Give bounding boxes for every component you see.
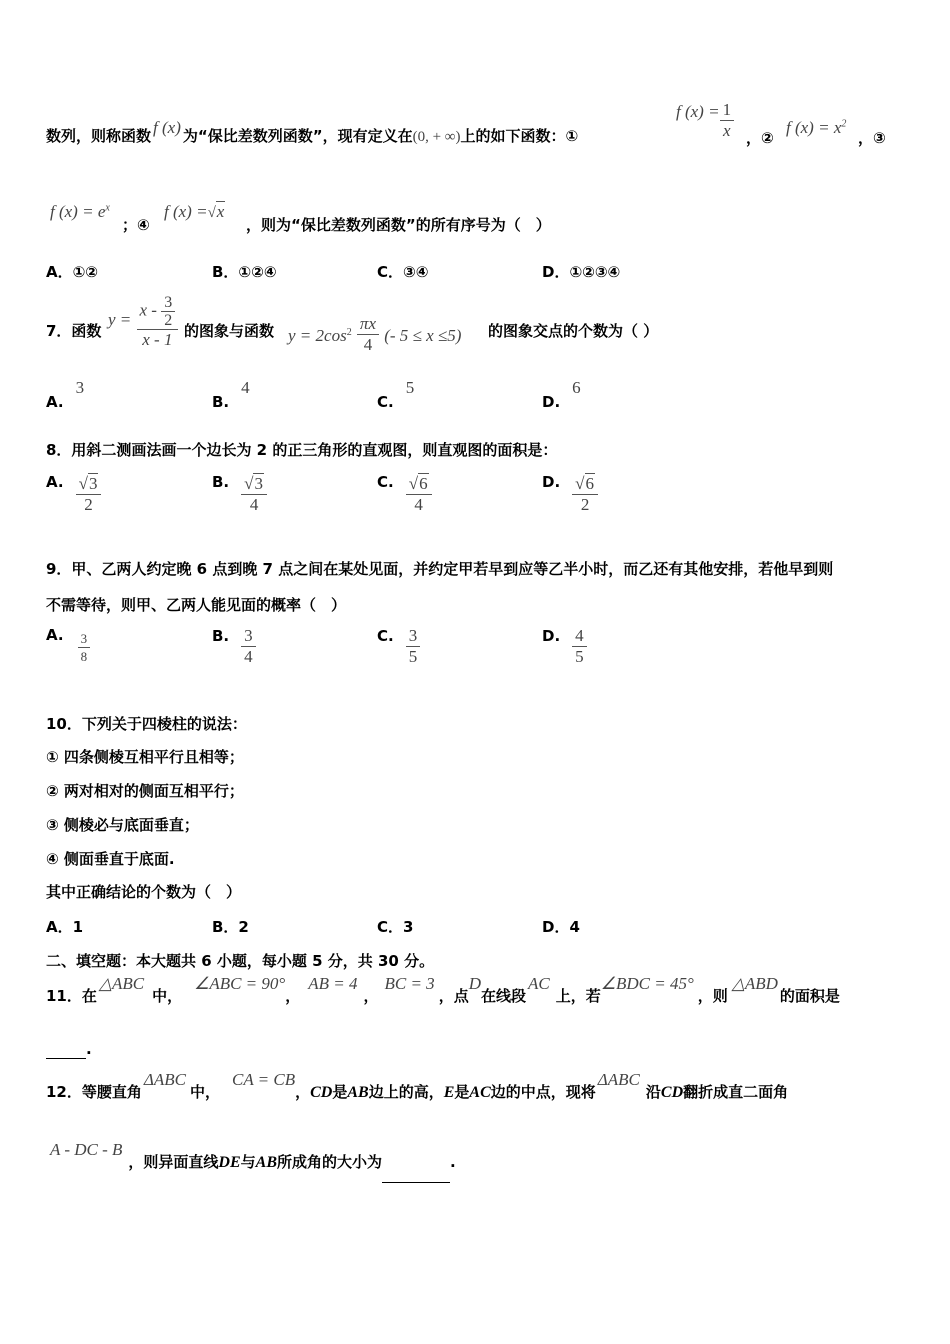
q8-option-a-label: A. [46,473,64,491]
q12-t2b: 是 [332,1083,348,1101]
q12-de: DE [218,1154,241,1171]
q10-item-3: ③ 侧棱必与底面垂直； [46,816,199,834]
q7-num-frac-top: 3 [164,294,173,311]
q6-fx: f (x) [153,118,181,137]
q11-ac: AC [528,974,550,993]
q12-t2d: 是 [454,1083,470,1101]
q11-tri2: △ABD [731,974,778,993]
q7-y-lhs: y = [108,309,132,329]
q6-option-b: B．①②④ [212,263,277,281]
q9-option-c-den: 5 [406,646,421,667]
q7-option-b-value: 4 [241,378,250,397]
q10-option-c: C．3 [377,918,414,936]
q6-sep3: ，③ [858,129,886,147]
q6-sep2: ，② [746,129,774,147]
q6-f1-frac [720,100,735,141]
q8-option-c-rad: 6 [419,474,428,493]
q8-option-a-rad: 3 [88,474,98,493]
q7-num-a: x - [139,300,157,320]
q10-option-a: A．1 [46,918,84,936]
q9-option-d-num: 4 [575,626,584,645]
q6-f1-num: 1 [722,100,732,119]
q7-num-frac [161,294,175,329]
q8-option-b-label: B. [212,473,230,491]
q11-t3: ， [363,987,379,1005]
q12-t4a: ，则异面直线 [128,1153,219,1171]
q11-answer-line [46,1040,92,1059]
q12-cd: CD [310,1084,333,1101]
q7-func1 [108,294,178,350]
q8-option-b-den: 4 [241,494,267,515]
q12-cd2: CD [660,1084,684,1101]
q6-f1 [676,100,734,141]
q9-option-a-den: 8 [78,647,91,665]
q12-dihedral: A - DC - B [50,1140,123,1159]
q10-title: 10．下列关于四棱柱的说法： [46,715,247,733]
q12-e: E [443,1084,455,1101]
q8-option-c-num: √6 [408,474,428,493]
q11-t7: ，则 [697,987,728,1005]
q7-option-a-value: 3 [75,378,85,397]
q7-frac2-top: πx [359,314,376,333]
q9-option-d-frac [572,626,587,667]
q11-t1: 中， [152,987,183,1005]
q6-f4-sqrt: √x [207,202,225,221]
q12-blank[interactable] [382,1142,450,1183]
q11-ab: AB = 4 [308,974,358,993]
q9-option-d [542,626,587,667]
q9-option-d-label: D. [542,627,561,645]
q12-line2 [50,1142,456,1183]
q7-numerator [137,294,179,329]
q6-option-c: C．③④ [377,263,429,281]
q10-item-4: ④ 侧面垂直于底面. [46,850,175,868]
q8-option-d [542,474,598,515]
q11-angle: ∠ABC = 90° [194,974,286,993]
q10-option-b: B．2 [212,918,249,936]
q9-option-c-frac [406,626,421,667]
q9-option-c-label: C. [377,627,394,645]
q6-f3-exp: x [105,202,110,214]
q9-option-b-den: 4 [241,646,256,667]
q8-option-c-frac [406,474,432,515]
q12-t2c: 边上的高， [368,1083,444,1101]
q10-item-2: ② 两对相对的侧面互相平行； [46,782,244,800]
q8-option-d-den: 2 [572,494,598,515]
q11-t6: 上，若 [555,987,601,1005]
q7-func2-frac [357,314,379,355]
q7-denominator: x - 1 [137,329,179,350]
q6-domain: (0, + ∞) [412,129,461,145]
q12-t3b: 翻折成直二面角 [683,1083,789,1101]
q6-f2-exp: 2 [841,118,847,130]
q7-option-a-label: A. [46,393,64,411]
q9-option-b-num: 3 [244,626,253,645]
q12-t4c: 所成角的大小为 [277,1153,383,1171]
q9-option-c-num: 3 [408,626,418,645]
q12-tri: ΔABC [143,1070,186,1089]
q9-option-b [212,626,256,667]
q7-option-d [542,378,581,411]
q6-f1-lhs: f (x) = [676,102,720,121]
q11-t5: 在线段 [480,987,526,1005]
q8-option-b [212,474,267,515]
q8-option-d-frac [572,474,598,515]
q9-line1: 9．甲、乙两人约定晚 6 点到晚 7 点之间在某处见面，并约定甲若早到应等乙半小时，而乙还有其他安排，若他早到则 [46,560,834,578]
q7-option-b-label: B. [212,393,230,411]
q6-text-a: 数列，则称函数 [46,127,152,145]
q10-item-1: ① 四条侧棱互相平行且相等； [46,748,244,766]
q10-ask: 其中正确结论的个数为（ ） [46,883,242,901]
q9-option-a-num: 3 [80,631,88,646]
q12-t4b: 与 [240,1153,256,1171]
q12-t1: 中， [189,1083,220,1101]
q7-func2 [288,316,461,357]
q12-end: . [450,1153,456,1171]
q7-suffix: 的图象交点的个数为（ ） [488,322,659,340]
q12-prefix: 12．等腰直角 [46,1083,142,1101]
q12-t2a: ， [295,1083,311,1101]
q12-ac: AC [469,1084,491,1101]
q8-option-a [46,474,101,515]
q8-option-d-num: √6 [575,474,594,493]
q11-d: D [468,974,481,993]
q6-option-a: A．①② [46,263,99,281]
q11-t8: 的面积是 [779,987,840,1005]
q7-mid: 的图象与函数 [184,322,275,340]
q6-sep4: ；④ [122,216,150,234]
q12-ab: AB [347,1084,369,1101]
section2-heading: 二、填空题：本大题共 6 小题，每小题 5 分，共 30 分。 [46,952,435,970]
q6-f4 [164,202,225,222]
q6-text-c: 上的如下函数：① [460,127,579,145]
q8-option-c [377,474,432,515]
q12-line1 [46,1066,788,1119]
q7-option-b [212,378,250,411]
q11-blank[interactable] [46,1040,86,1059]
q12-ab2: AB [255,1154,278,1171]
q10-option-d: D．4 [542,918,580,936]
q6-f3-expr: f (x) = e [50,202,106,221]
q7-option-c-label: C. [377,393,394,411]
q11-t4: ，点 [438,987,469,1005]
q9-line2: 不需等待，则甲、乙两人能见面的概率（ ） [46,596,347,614]
q7-option-d-label: D. [542,393,561,411]
q8-option-c-label: C. [377,473,394,491]
q8-option-b-frac [241,474,267,515]
q7-option-c-value: 5 [405,378,415,397]
q8-option-c-den: 4 [406,494,432,515]
q6-line2-text: ，则为“保比差数列函数”的所有序号为（ ） [246,216,551,234]
q12-t2e: 边的中点，现将 [490,1083,596,1101]
q9-option-c [377,626,420,667]
q8-option-b-num: √3 [244,474,263,493]
q9-option-a-label: A. [46,626,64,644]
q9-option-a-frac [78,630,91,665]
q9-option-b-label: B. [212,627,230,645]
q7-option-d-value: 6 [572,378,581,397]
q6-f4-rad: x [216,202,225,221]
q7-range: (- 5 ≤ x ≤5) [384,326,462,345]
q8-option-d-rad: 6 [585,474,594,493]
q7-func1-frac [137,294,179,350]
q12-t3a: 沿 [645,1083,661,1101]
q6-f4-lhs: f (x) = [164,202,208,221]
q7-option-a [46,378,85,411]
q6-text-b: 为“保比差数列函数”，现有定义在 [182,127,413,145]
q12-eq: CA = CB [231,1070,296,1089]
q11-line1 [46,972,840,1020]
q9-option-d-den: 5 [572,646,587,667]
q7-y2: y = 2cos [288,326,347,345]
q12-tri2: ΔABC [597,1070,640,1089]
q8-option-d-label: D. [542,473,561,491]
q7-frac2-bot: 4 [357,334,379,355]
q7-num-frac-bot: 2 [161,311,175,329]
q11-tri: △ABC [98,974,145,993]
q8-option-a-frac [76,474,102,515]
q7-prefix: 7．函数 [46,322,102,340]
q11-end: . [86,1040,92,1058]
q9-option-b-frac [241,626,256,667]
q11-t2: ， [285,987,301,1005]
q6-f2 [786,118,846,138]
q8-option-b-rad: 3 [254,474,263,493]
q11-bc: BC = 3 [384,974,435,993]
q8-option-a-num: √3 [78,474,98,493]
q6-f2-expr: f (x) = x [786,118,842,137]
q11-prefix: 11．在 [46,987,97,1005]
q6-line1 [46,118,578,155]
q7-y2-exp: 2 [346,327,352,338]
q6-option-d: D．①②③④ [542,263,621,281]
q6-f3 [50,202,110,222]
q9-option-a [46,626,90,665]
q7-option-c [377,378,415,411]
q8-option-a-den: 2 [76,494,102,515]
q11-angle2: ∠BDC = 45° [600,974,694,993]
q6-f1-den: x [720,120,735,141]
q8-text: 8．用斜二测画法画一个边长为 2 的正三角形的直观图，则直观图的面积是： [46,441,558,459]
